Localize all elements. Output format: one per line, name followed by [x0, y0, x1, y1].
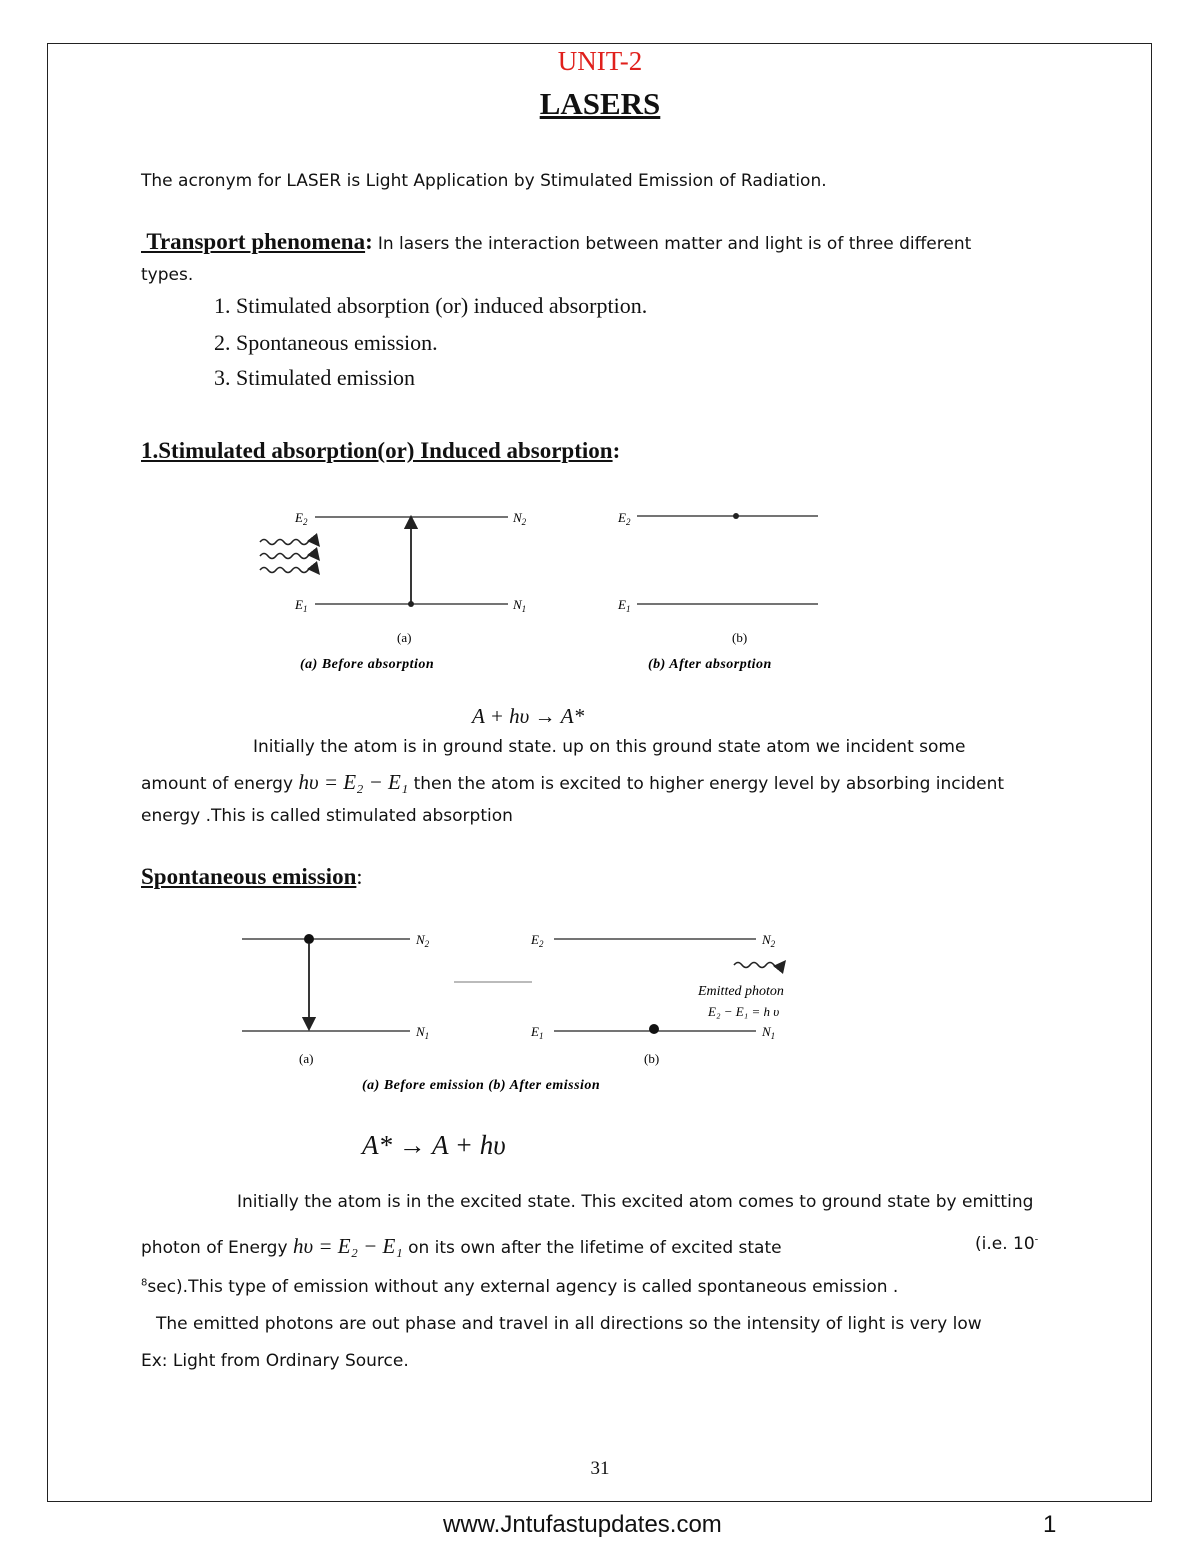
spontaneous-paragraph-line2: photon of Energy hυ = E₂ − E₁ on its own after the lifetime of excited state: [141, 1234, 782, 1258]
list-item: 2. Spontaneous emission.: [214, 330, 438, 355]
absorption-paragraph-line3: energy .This is called stimulated absorption: [141, 806, 513, 826]
label-N1-b: $N_1$: [762, 1024, 776, 1041]
spontaneous-heading-row: Spontaneous emission:: [141, 864, 363, 889]
list-item: 1. Stimulated absorption (or) induced absorption.: [214, 293, 648, 318]
absorption-paragraph-line2: amount of energy hυ = E₂ − E₁ then the atom is excited to higher energy level by absorbing incident: [141, 770, 1005, 794]
label-E1-b: $E_1$: [618, 597, 631, 614]
transport-heading: Transport phenomena: [141, 229, 366, 254]
label-a: (a): [397, 630, 412, 645]
label-N1: $N_1$: [513, 597, 527, 614]
list-item: 3. Stimulated emission: [214, 365, 416, 390]
emitted-photon-icon: [734, 963, 782, 968]
incident-photons-icon: [260, 540, 316, 573]
emitted-photon-label: Emitted photon: [698, 984, 784, 999]
label-N2: $N_2$: [513, 510, 527, 527]
unit-label: UNIT-2: [557, 46, 643, 76]
absorption-heading-row: 1.Stimulated absorption(or) Induced absorption:: [141, 438, 621, 463]
absorption-diagram: [250, 500, 840, 680]
label-E1: $E_1$: [295, 597, 308, 614]
label-E2: $E_2$: [295, 510, 308, 527]
absorption-equation: A + hυ → A*: [472, 704, 585, 728]
spontaneous-emission-diagram: [238, 925, 828, 1095]
page-title: LASERS: [539, 86, 661, 121]
spontaneous-heading: Spontaneous emission: [141, 864, 357, 889]
atom-dot: [408, 601, 414, 607]
caption-emission: (a) Before emission (b) After emission: [362, 1078, 601, 1093]
example-text: Ex: Light from Ordinary Source.: [141, 1351, 409, 1371]
transport-text-cont: types.: [141, 265, 194, 285]
label-N1: $N_1$: [416, 1024, 430, 1041]
caption-after-absorption: (b) After absorption: [648, 657, 772, 672]
spontaneous-paragraph-line3: $^8$sec).This type of emission without any external agency is called spontaneous emission .: [141, 1277, 899, 1297]
label-a: (a): [299, 1051, 314, 1066]
label-E2: $E_2$: [531, 932, 544, 949]
transport-text: In lasers the interaction between matter and light is of three different: [377, 234, 972, 254]
label-b: (b): [644, 1051, 660, 1066]
footer-page-number: 1: [1043, 1511, 1057, 1538]
absorption-paragraph-line1: Initially the atom is in ground state. up on this ground state atom we incident some: [253, 737, 966, 757]
spontaneous-equation: A* → A + hυ: [362, 1130, 506, 1160]
intro-text: The acronym for LASER is Light Application by Stimulated Emission of Radiation.: [141, 171, 827, 191]
excited-atom-dot: [733, 513, 739, 519]
label-E2-b: $E_2$: [618, 510, 631, 527]
spontaneous-paragraph-line1: Initially the atom is in the excited state. This excited atom comes to ground state by emitting: [237, 1192, 1034, 1212]
footer-website: www.Jntufastupdates.com: [443, 1511, 722, 1538]
caption-before-absorption: (a) Before absorption: [300, 657, 435, 672]
energy-relation: E₂ − E₁ = h υ: [708, 1004, 780, 1019]
label-N2: $N_2$: [416, 932, 430, 949]
label-N2-b: $N_2$: [762, 932, 776, 949]
lifetime-value: (i.e. 10-: [975, 1234, 1039, 1254]
label-E1: $E_1$: [531, 1024, 544, 1041]
page-number: 31: [590, 1458, 610, 1479]
absorption-heading: 1.Stimulated absorption(or) Induced absorption: [141, 438, 613, 463]
transport-paragraph: Transport phenomena: In lasers the interaction between matter and light is of three different: [141, 229, 972, 254]
spontaneous-paragraph-line4: The emitted photons are out phase and travel in all directions so the intensity of light is very low: [156, 1314, 982, 1334]
ground-atom-dot: [649, 1024, 659, 1034]
label-b: (b): [732, 630, 748, 645]
excited-atom-dot: [304, 934, 314, 944]
